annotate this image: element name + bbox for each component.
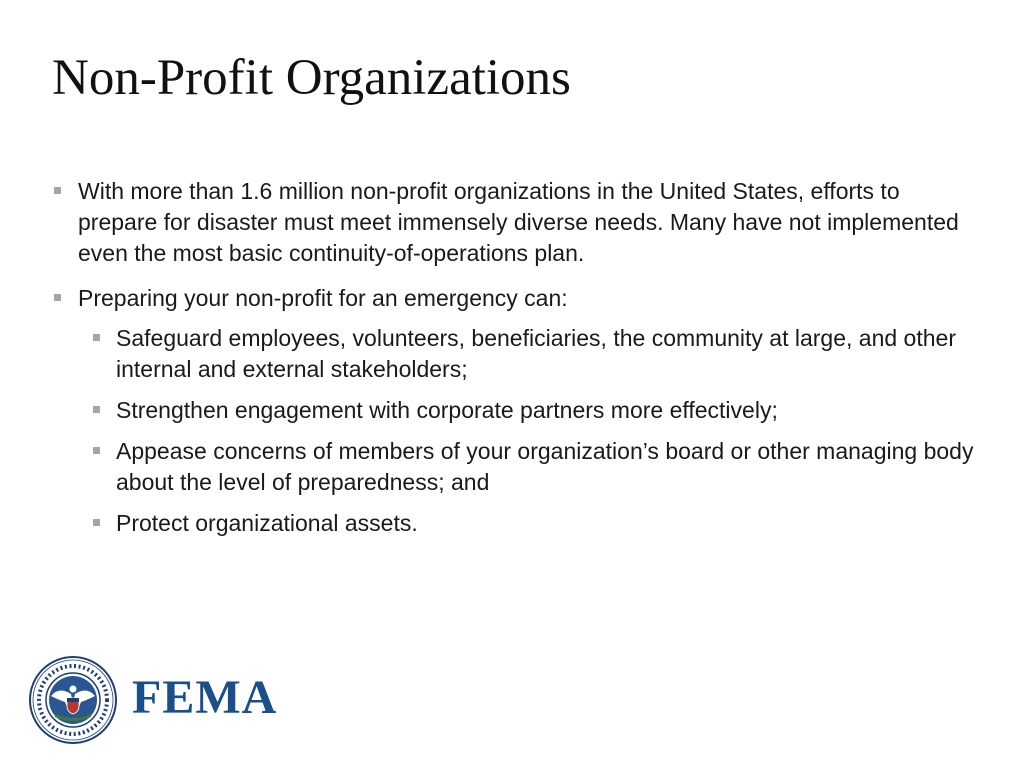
sub-bullet-item <box>91 395 982 426</box>
sub-bullet-item <box>91 508 982 539</box>
square-bullet-icon <box>93 447 100 454</box>
slide-title: Non-Profit Organizations <box>52 50 571 106</box>
bullet-text: With more than 1.6 million non-profit organizations in the United States, efforts to prepare for disaster must meet immensely diverse needs. Many have not implemented even the most basic continuity-of-operations plan. <box>78 178 959 266</box>
bullet-item <box>52 283 982 314</box>
sub-bullet-text: Strengthen engagement with corporate partners more effectively; <box>116 397 778 423</box>
square-bullet-icon <box>93 406 100 413</box>
square-bullet-icon <box>54 294 61 301</box>
fema-wordmark: FEMA <box>132 671 278 724</box>
sub-bullet-list <box>91 323 982 539</box>
sub-bullet-text: Appease concerns of members of your organization’s board or other managing body about the level of preparedness; and <box>116 438 974 495</box>
sub-bullet-text: Protect organizational assets. <box>116 510 418 536</box>
square-bullet-icon <box>93 519 100 526</box>
sub-bullet-item <box>91 436 982 498</box>
square-bullet-icon <box>54 187 61 194</box>
slide-body <box>52 176 982 549</box>
sub-bullet-text: Safeguard employees, volunteers, beneficiaries, the community at large, and other internal and external stakeholders; <box>116 325 956 382</box>
bullet-item <box>52 176 982 269</box>
bullet-text: Preparing your non-profit for an emergency can: <box>78 285 568 311</box>
dhs-seal-icon <box>29 656 117 744</box>
fema-logo <box>29 656 279 748</box>
sub-bullet-item <box>91 323 982 385</box>
square-bullet-icon <box>93 334 100 341</box>
